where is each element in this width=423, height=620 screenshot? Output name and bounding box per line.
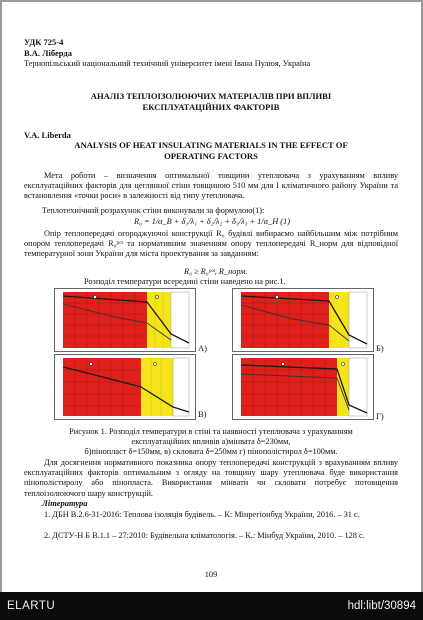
title-en-line2: OPERATING FACTORS <box>164 151 258 161</box>
figure-b-chart <box>232 288 374 352</box>
figure-caption-line3: б)пінопласт δ=150мм, в) скловата δ=250мм г) пінополістирол δ=100мм. <box>84 447 338 456</box>
reference-2: 2. ДСТУ-Н Б В.1.1 – 27:2010: Будівельна кліматологія. – К.: Мінбуд України, 2010. – 128 с. <box>44 531 365 540</box>
figure-caption-line1: Рисунок 1. Розподіл температури в стіні та наявності утеплювача з урахуванням <box>69 427 353 436</box>
figure-caption-line2: експлуатаційних впливів а)мінвата δ=230мм, <box>131 437 291 446</box>
page-number: 109 <box>204 570 218 579</box>
author-en: V.A. Liberda <box>24 130 71 140</box>
affiliation: Тернопільський національний технічний університет імені Івана Пулюя, Україна <box>24 59 311 68</box>
figure-d-chart <box>232 354 374 420</box>
figure-b-label: Б) <box>376 343 384 353</box>
repository-footer <box>0 592 423 620</box>
figure-a-chart <box>54 288 196 352</box>
figure-c-label: В) <box>198 409 207 419</box>
udc-code: УДК 725-4 <box>24 37 64 47</box>
handle-link[interactable]: hdl:libt/30894 <box>347 600 416 612</box>
repository-name: ELARTU <box>7 600 56 612</box>
title-en-line1: ANALYSIS OF HEAT INSULATING MATERIALS IN THE EFFECT OF <box>74 140 348 150</box>
title-ua-line2: ЕКСПЛУАТАЦІЙНИХ ФАКТОРІВ <box>142 102 280 112</box>
paragraph-formula-intro: Теплотехнічний розрахунок стіни виконували за формулою(1): <box>42 206 265 215</box>
paragraph-conclusion: Для досягнення нормативного показника опору теплопередачі конструкцій з врахуванням впливу експлуатаційних факторів оптимальним з огляду на товщину шару утеплювача буде використання пінополістиролу або пінопласта. Використання мінвати чи скловати потребує потовщення теплоізолюючого шару конструкцій. <box>24 458 398 498</box>
figure-d-label: Г) <box>376 411 384 421</box>
figure-a-label: А) <box>198 343 207 353</box>
formula-2: R₀ ≥ R₀ᵖᵒᵗ, R_норм. <box>184 267 248 276</box>
figure-c-chart <box>54 354 196 420</box>
paragraph-resistance: Опір теплопередачі огороджуючої конструкції R₀ будівлі вибираємо найбільшим між потрібним опором теплопередачі R₀ᵖᵒᵗ та нормативним значенням опору теплопередачі R_норм для відповідної температурної зони України для міста проектування за завданням: <box>24 229 398 259</box>
formula-1: R₀ = 1/α_B + δ₁/λ₁ + δ₂/λ₂ + δ₃/λ₃ + 1/α_H (1) <box>134 217 290 226</box>
reference-1: 1. ДБН В.2.6-31-2016: Теплова ізоляція будівель. – К: Мінрегіонбуд України, 2016. – 31 с. <box>44 510 360 519</box>
title-ua-line1: АНАЛІЗ ТЕПЛОІЗОЛЮЮЧИХ МАТЕРІАЛІВ ПРИ ВПЛИВІ <box>90 91 332 101</box>
paragraph-goal: Мета роботи – визначення оптимальної товщини утеплювача з урахуванням впливу експлуатаційних факторів для цеглянної стіни товщиною 510 мм для І кліматичного району України та встановлення «точки роси» в залежності від типу утеплювача. <box>24 171 398 201</box>
literature-heading: Література <box>42 498 88 508</box>
paragraph-figure-ref: Розподіл температури всередині стіни наведено на рис.1. <box>84 277 286 286</box>
author-ua: В.А. Ліберда <box>24 48 72 58</box>
